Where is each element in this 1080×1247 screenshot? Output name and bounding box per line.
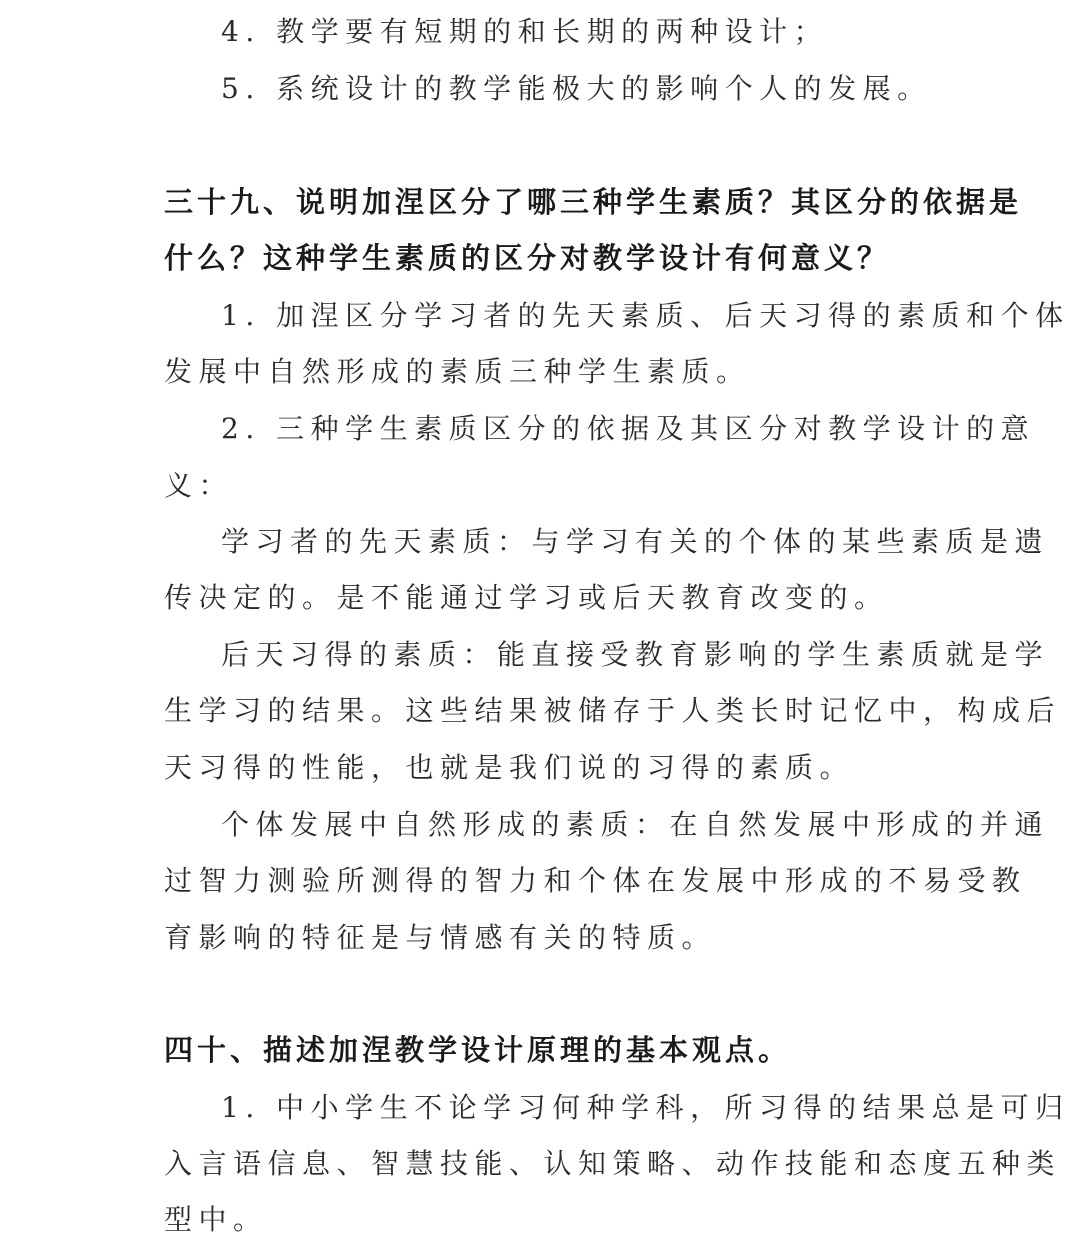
question-39-heading-line-1: 三十九、说明加涅区分了哪三种学生素质？其区分的依据是 <box>164 185 1023 219</box>
q39-paragraph-5-line-2: 过智力测验所测得的智力和个体在发展中形成的不易受教 <box>164 864 1027 897</box>
q39-paragraph-2-line-2: 义： <box>164 469 234 502</box>
question-40-heading: 四十、描述加涅教学设计原理的基本观点。 <box>164 1033 792 1067</box>
q39-paragraph-1-line-1: 1. 加涅区分学习者的先天素质、后天习得的素质和个体 <box>221 299 1070 332</box>
q39-paragraph-5-line-3: 育影响的特征是与情感有关的特质。 <box>164 921 717 954</box>
q40-paragraph-1-line-3: 型中。 <box>164 1203 268 1236</box>
q39-paragraph-4-line-1: 后天习得的素质：能直接受教育影响的学生素质就是学 <box>221 638 1050 671</box>
q39-paragraph-4-line-2: 生学习的结果。这些结果被储存于人类长时记忆中，构成后 <box>164 694 1062 727</box>
question-39-heading-line-2: 什么？这种学生素质的区分对教学设计有何意义？ <box>164 241 891 275</box>
list-item-4: 4. 教学要有短期的和长期的两种设计； <box>221 15 829 48</box>
q40-paragraph-1-line-1: 1. 中小学生不论学习何种学科，所习得的结果总是可归 <box>221 1091 1070 1124</box>
q39-paragraph-4-line-3: 天习得的性能，也就是我们说的习得的素质。 <box>164 751 855 784</box>
q39-paragraph-1-line-2: 发展中自然形成的素质三种学生素质。 <box>164 355 751 388</box>
list-item-5: 5. 系统设计的教学能极大的影响个人的发展。 <box>221 72 932 105</box>
q39-paragraph-2-line-1: 2. 三种学生素质区分的依据及其区分对教学设计的意 <box>221 412 1036 445</box>
q39-paragraph-3-line-1: 学习者的先天素质：与学习有关的个体的某些素质是遗 <box>221 525 1050 558</box>
q39-paragraph-3-line-2: 传决定的。是不能通过学习或后天教育改变的。 <box>164 581 889 614</box>
q40-paragraph-1-line-2: 入言语信息、智慧技能、认知策略、动作技能和态度五种类 <box>164 1147 1062 1180</box>
q39-paragraph-5-line-1: 个体发展中自然形成的素质：在自然发展中形成的并通 <box>221 808 1050 841</box>
